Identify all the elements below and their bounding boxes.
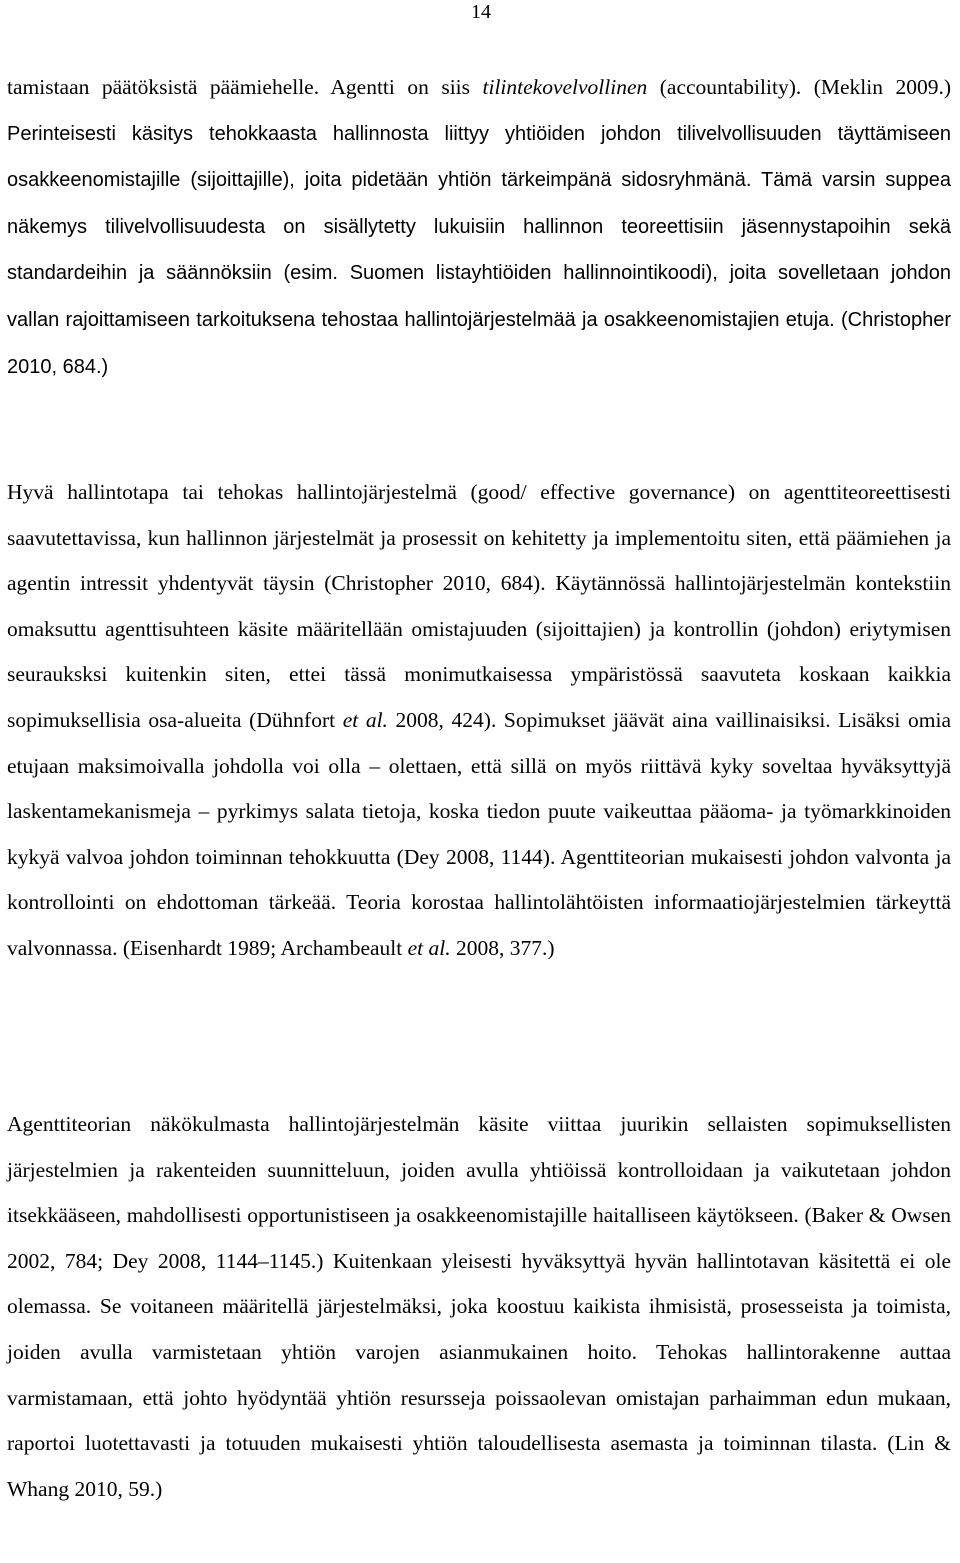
italic-term: tilintekovelvollinen xyxy=(482,75,648,99)
italic-term: et al. xyxy=(407,935,451,960)
body-paragraph-3 xyxy=(7,1102,951,1512)
body-paragraph-2 xyxy=(7,470,951,972)
italic-term: et al. xyxy=(342,707,388,732)
text-segment: Agenttiteorian näkökulmasta hallintojärjestelmän käsite viittaa juurikin sellaisten sopimuksellisten järjestelmien ja rakenteiden suunnitteluun, joiden avulla yhtiöissä kontrolloidaan ja vaikutetaan johdon itsekkääseen, mahdollisesti opportunistiseen ja osakkeenomistajille haitalliseen käytökseen. (Baker & Owsen 2002, 784; Dey 2008, 1144–1145.) Kuitenkaan yleisesti hyväksyttyä hyvän hallintotavan käsitettä ei ole olemassa. Se voitaneen määritellä järjestelmäksi, joka koostuu kaikista ihmisistä, prosesseista ja toimista, joiden avulla varmistetaan yhtiön varojen asianmukainen hoito. Tehokas hallintorakenne auttaa varmistamaan, että johto hyödyntää yhtiön resursseja poissaolevan omistajan parhaimman edun mukaan, raportoi luotettavasti ja totuuden mukaisesti yhtiön taloudellisesta asemasta ja toiminnan tilasta. (Lin & Whang 2010, 59.) xyxy=(7,1112,951,1501)
text-segment: Hyvä hallintotapa tai tehokas hallintojärjestelmä (good/ effective governance) on agenttiteoreettisesti saavutettavissa, kun hallinnon järjestelmät ja prosessit on kehitetty ja implementoitu siten, että päämiehen ja agentin intressit yhdentyvät täysin (Christopher 2010, 684). Käytännössä hallintojärjestelmän kontekstiin omaksuttu agenttisuhteen käsite määritellään omistajuuden (sijoittajien) ja kontrollin (johdon) eriytymisen seurauksksi kuitenkin siten, ettei tässä monimutkaisessa ympäristössä saavuteta koskaan kaikkia sopimuksellisia osa-alueita (Dühnfort xyxy=(7,480,951,732)
page-number: 14 xyxy=(471,1,491,23)
text-segment: 2008, 377.) xyxy=(450,935,555,960)
text-segment: (accountability). (Meklin 2009.) xyxy=(647,75,951,99)
text-segment: Perinteisesti käsitys tehokkaasta hallinnosta liittyy yhtiöiden johdon tilivelvollisuuden täyttämiseen osakkeenomistajille (sijoittajille), joita pidetään yhtiön tärkeimpänä sidosryhmänä. Tämä varsin suppea näkemys tilivelvollisuudesta on sisällytetty lukuisiin hallinnon teoreettisiin jäsennystapoihin sekä standardeihin ja säännöksiin (esim. Suomen listayhtiöiden hallinnointikoodi), joita sovelletaan johdon vallan rajoittamiseen tarkoituksena tehostaa hallintojärjestelmää ja osakkeenomistajien etuja. (Christopher 2010, 684.) xyxy=(7,122,951,378)
body-paragraph-1 xyxy=(7,65,951,390)
text-segment: tamistaan päätöksistä päämiehelle. Agentti on siis xyxy=(7,75,483,99)
text-segment: 2008, 424). Sopimukset jäävät aina vaillinaisiksi. Lisäksi omia etujaan maksimoivalla johdolla voi olla – olettaen, että sillä on myös riittävä kyky soveltaa hyväksyttyjä laskentamekanismeja – pyrkimys salata tietoja, koska tiedon puute vaikeuttaa pääoma- ja työmarkkinoiden kykyä valvoa johdon toiminnan tehokkuutta (Dey 2008, 1144). Agenttiteorian mukaisesti johdon valvonta ja kontrollointi on ehdottoman tärkeää. Teoria korostaa hallintolähtöisten informaatiojärjestelmien tärkeyttä valvonnassa. (Eisenhardt 1989; Archambeault xyxy=(7,707,951,960)
